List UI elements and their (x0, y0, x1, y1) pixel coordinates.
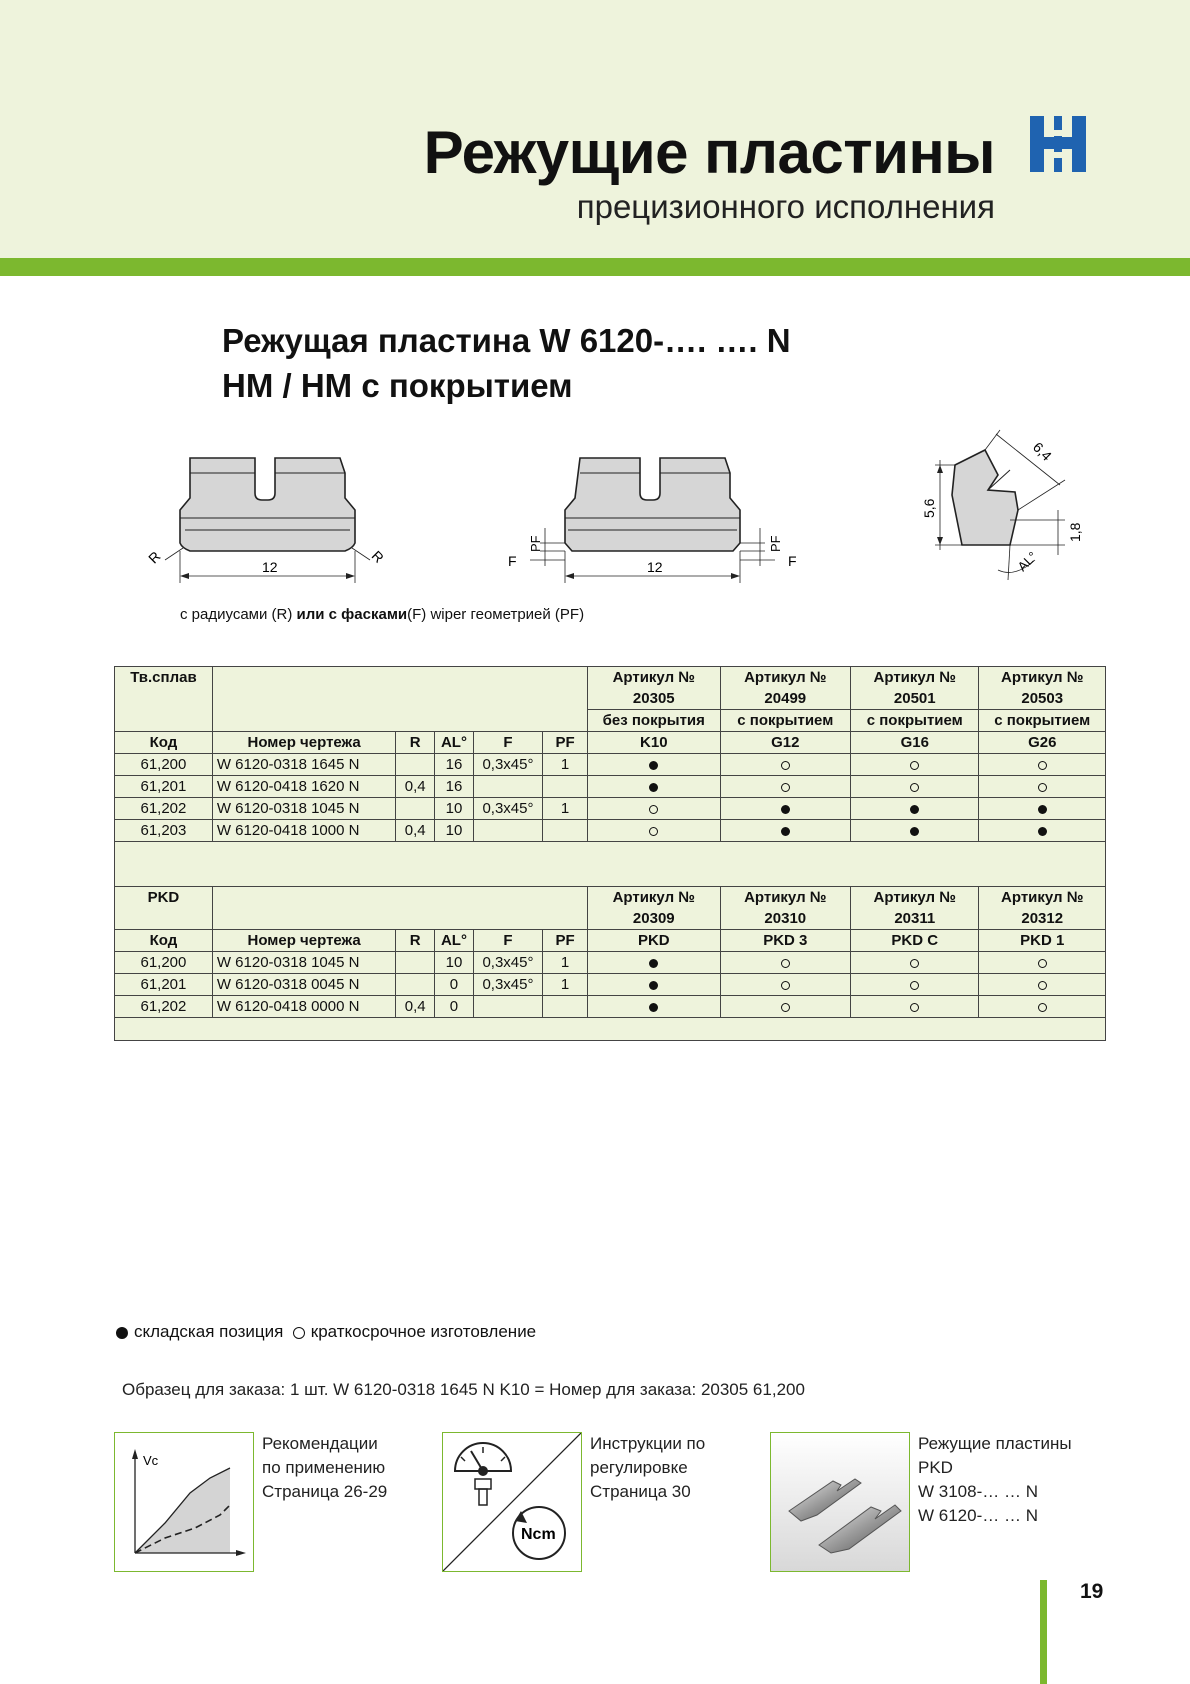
short-ring-icon (293, 1327, 305, 1339)
availability-cell (720, 952, 850, 974)
table-row (115, 798, 1106, 820)
usage-recommendations-text (262, 1432, 387, 1504)
article-number: 20305 (588, 688, 721, 710)
availability-cell (720, 996, 850, 1018)
page-accent-bar (1040, 1580, 1047, 1684)
key-short-label: краткосрочное изготовление (310, 1322, 537, 1341)
row-code: 61,201 (115, 776, 213, 798)
row-drawing-number: W 6120-0418 1000 N (212, 820, 396, 842)
adjustment-instructions-text (590, 1432, 705, 1504)
drawing-legend (180, 606, 584, 623)
col-header-pf: PF (543, 732, 588, 754)
row-chamfer: 0,3x45° (473, 798, 542, 820)
availability-cell (979, 820, 1106, 842)
article-label: Артикул № (979, 887, 1106, 909)
short-ring-icon (1038, 1003, 1047, 1012)
article-label: Артикул № (588, 887, 721, 909)
short-ring-icon (910, 1003, 919, 1012)
article-number: 20499 (720, 688, 850, 710)
short-ring-icon (1038, 959, 1047, 968)
info-link[interactable]: W 6120-… … N (918, 1506, 1038, 1525)
page-title: Режущие пластины (423, 119, 995, 186)
row-radius (396, 798, 435, 820)
availability-cell (979, 776, 1106, 798)
info-page-link[interactable]: Страница 30 (590, 1482, 691, 1501)
legend-chamfer: или с фасками (296, 606, 408, 623)
availability-cell (851, 952, 979, 974)
stock-dot-icon (649, 981, 658, 990)
row-chamfer: 0,3x45° (473, 952, 542, 974)
info-page-link[interactable]: Страница 26-29 (262, 1482, 388, 1501)
availability-cell (720, 776, 850, 798)
column-header-row (115, 732, 1106, 754)
row-code: 61,200 (115, 754, 213, 776)
table-row (115, 952, 1106, 974)
row-radius: 0,4 (396, 996, 435, 1018)
short-ring-icon (649, 827, 658, 836)
profile-dim-top: 6,4 (1029, 438, 1055, 464)
article-label: Артикул № (720, 887, 850, 909)
col-header-drawing: Номер чертежа (212, 930, 396, 952)
row-angle: 10 (435, 798, 474, 820)
short-ring-icon (781, 981, 790, 990)
row-wiper: 1 (543, 754, 588, 776)
stock-dot-icon (649, 1003, 658, 1012)
stock-dot-icon (116, 1327, 128, 1339)
col-header-r: R (396, 732, 435, 754)
pkd-inserts-box[interactable] (770, 1432, 910, 1572)
row-wiper (543, 776, 588, 798)
speed-chart-box[interactable] (114, 1432, 254, 1572)
pkd-inserts-text (918, 1432, 1072, 1528)
page-subtitle: прецизионного исполнения (576, 188, 995, 225)
stock-dot-icon (781, 805, 790, 814)
article-label: Артикул № (851, 667, 979, 689)
availability-cell (979, 952, 1106, 974)
info-line: Рекомендации (262, 1434, 378, 1453)
article-number: 20310 (720, 908, 850, 930)
short-ring-icon (1038, 783, 1047, 792)
info-line: Режущие пластины (918, 1434, 1072, 1453)
legend-radius: с радиусами (R) (180, 606, 297, 623)
row-drawing-number: W 6120-0418 0000 N (212, 996, 396, 1018)
table-row (115, 974, 1106, 996)
insert-spec-table (114, 666, 1106, 1041)
insert-drawing-profile (890, 420, 1090, 590)
availability-cell (588, 776, 721, 798)
row-code: 61,202 (115, 798, 213, 820)
adjustment-box[interactable] (442, 1432, 582, 1572)
short-ring-icon (910, 981, 919, 990)
availability-cell (979, 974, 1106, 996)
dim-width-label: 12 (647, 559, 663, 575)
availability-cell (588, 974, 721, 996)
coating-label: с покрытием (720, 710, 850, 732)
row-angle: 16 (435, 776, 474, 798)
stock-dot-icon (649, 959, 658, 968)
wiper-right-label: PF (768, 535, 783, 552)
header-accent-bar (0, 258, 1190, 276)
grade-label: G26 (979, 732, 1106, 754)
article-number: 20501 (851, 688, 979, 710)
article-number: 20311 (851, 908, 979, 930)
grade-label: G12 (720, 732, 850, 754)
availability-cell (720, 974, 850, 996)
availability-cell (588, 820, 721, 842)
page-number: 19 (1080, 1580, 1104, 1603)
row-radius (396, 974, 435, 996)
column-header-row (115, 930, 1106, 952)
availability-cell (851, 776, 979, 798)
short-ring-icon (910, 761, 919, 770)
row-drawing-number: W 6120-0318 1045 N (212, 798, 396, 820)
stock-dot-icon (1038, 827, 1047, 836)
availability-cell (588, 952, 721, 974)
row-drawing-number: W 6120-0418 1620 N (212, 776, 396, 798)
coating-label: с покрытием (851, 710, 979, 732)
vc-label: Vc (143, 1453, 159, 1468)
row-code: 61,202 (115, 996, 213, 1018)
table-row (115, 820, 1106, 842)
stock-dot-icon (1038, 805, 1047, 814)
row-chamfer: 0,3x45° (473, 974, 542, 996)
availability-cell (851, 996, 979, 1018)
col-header-code: Код (115, 930, 213, 952)
radius-left-label: R (145, 548, 164, 567)
insert-drawing-radius (145, 448, 395, 588)
row-radius (396, 952, 435, 974)
grade-label: PKD 1 (979, 930, 1106, 952)
cutting-speed-chart-icon (115, 1433, 253, 1571)
grade-label: K10 (588, 732, 721, 754)
row-radius: 0,4 (396, 776, 435, 798)
wiper-left-label: PF (528, 535, 543, 552)
stock-dot-icon (910, 827, 919, 836)
short-ring-icon (1038, 761, 1047, 770)
row-angle: 0 (435, 974, 474, 996)
grade-label: PKD 3 (720, 930, 850, 952)
product-title-line2: HM / HM с покрытием (222, 367, 573, 404)
article-label: Артикул № (979, 667, 1106, 689)
row-chamfer: 0,3x45° (473, 754, 542, 776)
row-wiper (543, 996, 588, 1018)
stock-dot-icon (910, 805, 919, 814)
article-label: Артикул № (720, 667, 850, 689)
info-link[interactable]: W 3108-… … N (918, 1482, 1038, 1501)
radius-right-label: R (368, 547, 388, 566)
article-number: 20312 (979, 908, 1106, 930)
row-angle: 10 (435, 820, 474, 842)
row-drawing-number: W 6120-0318 1045 N (212, 952, 396, 974)
article-number: 20309 (588, 908, 721, 930)
grade-label: PKD C (851, 930, 979, 952)
availability-cell (851, 798, 979, 820)
row-angle: 16 (435, 754, 474, 776)
table-row (115, 754, 1106, 776)
row-radius: 0,4 (396, 820, 435, 842)
chamfer-right-label: F (788, 553, 797, 569)
availability-cell (720, 754, 850, 776)
chamfer-left-label: F (508, 553, 517, 569)
availability-cell (851, 974, 979, 996)
row-chamfer (473, 820, 542, 842)
table-row (115, 776, 1106, 798)
short-ring-icon (649, 805, 658, 814)
row-wiper (543, 820, 588, 842)
torque-gauge-icon (443, 1433, 581, 1571)
row-angle: 10 (435, 952, 474, 974)
coating-label: с покрытием (979, 710, 1106, 732)
row-radius (396, 754, 435, 776)
grade-label: G16 (851, 732, 979, 754)
short-ring-icon (910, 959, 919, 968)
row-code: 61,201 (115, 974, 213, 996)
row-chamfer (473, 776, 542, 798)
col-header-f: F (473, 930, 542, 952)
row-code: 61,203 (115, 820, 213, 842)
availability-cell (851, 754, 979, 776)
col-header-drawing: Номер чертежа (212, 732, 396, 754)
order-example: Образец для заказа: 1 шт. W 6120-0318 1645 N K10 = Номер для заказа: 20305 61,200 (122, 1380, 805, 1399)
availability-cell (588, 754, 721, 776)
stock-dot-icon (649, 761, 658, 770)
insert-drawing-chamfer (500, 448, 810, 588)
stock-dot-icon (649, 783, 658, 792)
row-code: 61,200 (115, 952, 213, 974)
short-ring-icon (1038, 981, 1047, 990)
table-spacer (115, 1018, 1106, 1041)
company-logo-icon (1030, 116, 1086, 172)
table-row (115, 996, 1106, 1018)
profile-angle-label: AL° (1014, 548, 1041, 575)
availability-cell (588, 798, 721, 820)
availability-cell (979, 996, 1106, 1018)
info-line: регулировке (590, 1458, 688, 1477)
short-ring-icon (781, 959, 790, 968)
availability-cell (979, 798, 1106, 820)
product-title (222, 318, 791, 408)
short-ring-icon (781, 1003, 790, 1012)
short-ring-icon (910, 783, 919, 792)
info-line: Инструкции по (590, 1434, 706, 1453)
availability-cell (588, 996, 721, 1018)
short-ring-icon (781, 783, 790, 792)
row-wiper: 1 (543, 974, 588, 996)
dim-width-label: 12 (262, 559, 278, 575)
article-label: Артикул № (588, 667, 721, 689)
row-wiper: 1 (543, 798, 588, 820)
group-carbide-label: Тв.сплав (115, 667, 213, 689)
availability-cell (979, 754, 1106, 776)
col-header-al: AL° (435, 732, 474, 754)
profile-dim-small: 1,8 (1067, 522, 1083, 542)
grade-label: PKD (588, 930, 721, 952)
col-header-al: AL° (435, 930, 474, 952)
availability-cell (851, 820, 979, 842)
table-spacer (115, 842, 1106, 887)
row-chamfer (473, 996, 542, 1018)
legend-wiper: (F) wiper геометрией (PF) (407, 606, 585, 623)
row-drawing-number: W 6120-0318 1645 N (212, 754, 396, 776)
row-angle: 0 (435, 996, 474, 1018)
availability-key (116, 1322, 536, 1342)
col-header-code: Код (115, 732, 213, 754)
profile-dim-height: 5,6 (921, 498, 937, 518)
pkd-inserts-photo (771, 1433, 909, 1571)
row-wiper: 1 (543, 952, 588, 974)
article-number: 20503 (979, 688, 1106, 710)
row-drawing-number: W 6120-0318 0045 N (212, 974, 396, 996)
col-header-f: F (473, 732, 542, 754)
availability-cell (720, 820, 850, 842)
info-line: по применению (262, 1458, 386, 1477)
stock-dot-icon (781, 827, 790, 836)
product-title-line1: Режущая пластина W 6120-…. …. N (222, 322, 791, 359)
availability-cell (720, 798, 850, 820)
short-ring-icon (781, 761, 790, 770)
coating-label: без покрытия (588, 710, 721, 732)
key-stock-label: складская позиция (134, 1322, 284, 1341)
ncm-label: Ncm (521, 1526, 556, 1543)
col-header-pf: PF (543, 930, 588, 952)
col-header-r: R (396, 930, 435, 952)
article-label: Артикул № (851, 887, 979, 909)
group-pkd-label: PKD (115, 887, 213, 909)
info-line: PKD (918, 1458, 953, 1477)
